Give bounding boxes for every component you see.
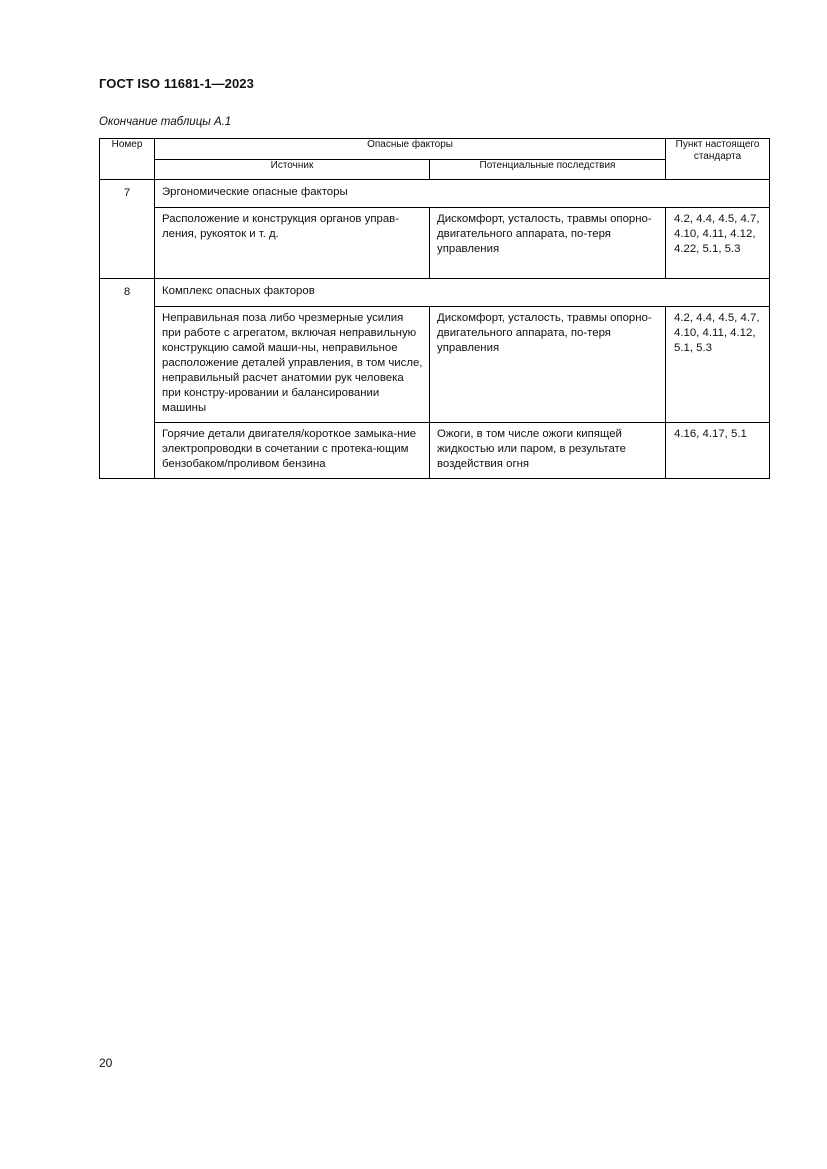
hazard-consequences: Ожоги, в том числе ожоги кипящей жидкостью или паром, в результате воздействия огня bbox=[430, 423, 666, 479]
group-title: Комплекс опасных факторов bbox=[155, 279, 770, 307]
table-row bbox=[100, 208, 770, 279]
hazard-consequences: Дискомфорт, усталость, травмы опорно-двигательного аппарата, по-теря управления bbox=[430, 307, 666, 423]
row-number-continuation bbox=[100, 208, 155, 279]
header-source: Источник bbox=[155, 160, 430, 180]
hazards-table bbox=[99, 138, 770, 479]
header-number: Номер bbox=[100, 139, 155, 180]
hazard-consequences: Дискомфорт, усталость, травмы опорно-двигательного аппарата, по-теря управления bbox=[430, 208, 666, 279]
header-hazards-group: Опасные факторы bbox=[155, 139, 666, 160]
standard-clauses: 4.16, 4.17, 5.1 bbox=[666, 423, 770, 479]
group-title: Эргономические опасные факторы bbox=[155, 180, 770, 208]
document-header: ГОСТ ISO 11681-1—2023 bbox=[99, 76, 254, 91]
page-number: 20 bbox=[99, 1056, 113, 1070]
row-number-continuation bbox=[100, 423, 155, 479]
hazard-source: Расположение и конструкция органов управ-ления, рукояток и т. д. bbox=[155, 208, 430, 279]
hazard-source: Неправильная поза либо чрезмерные усилия при работе с агрегатом, включая неправильную конструкцию самой маши-ны, неправильное расположение деталей управления, в том числе, неправильный расчет анатомии рук человека при констру-ировании и балансировании машины bbox=[155, 307, 430, 423]
standard-clauses: 4.2, 4.4, 4.5, 4.7, 4.10, 4.11, 4.12, 4.22, 5.1, 5.3 bbox=[666, 208, 770, 279]
row-number: 7 bbox=[100, 180, 155, 208]
row-number: 8 bbox=[100, 279, 155, 307]
table-row bbox=[100, 307, 770, 423]
table-row bbox=[100, 423, 770, 479]
table-caption: Окончание таблицы А.1 bbox=[99, 116, 232, 128]
table-row-group-7 bbox=[100, 180, 770, 208]
table-row-group-8 bbox=[100, 279, 770, 307]
header-consequences: Потенциальные последствия bbox=[430, 160, 666, 180]
standard-clauses: 4.2, 4.4, 4.5, 4.7, 4.10, 4.11, 4.12, 5.1, 5.3 bbox=[666, 307, 770, 423]
row-number-continuation bbox=[100, 307, 155, 423]
hazard-source: Горячие детали двигателя/короткое замыка-ние электропроводки в сочетании с протека-ющим бензобаком/проливом бензина bbox=[155, 423, 430, 479]
header-clause: Пункт настоящего стандарта bbox=[666, 139, 770, 180]
